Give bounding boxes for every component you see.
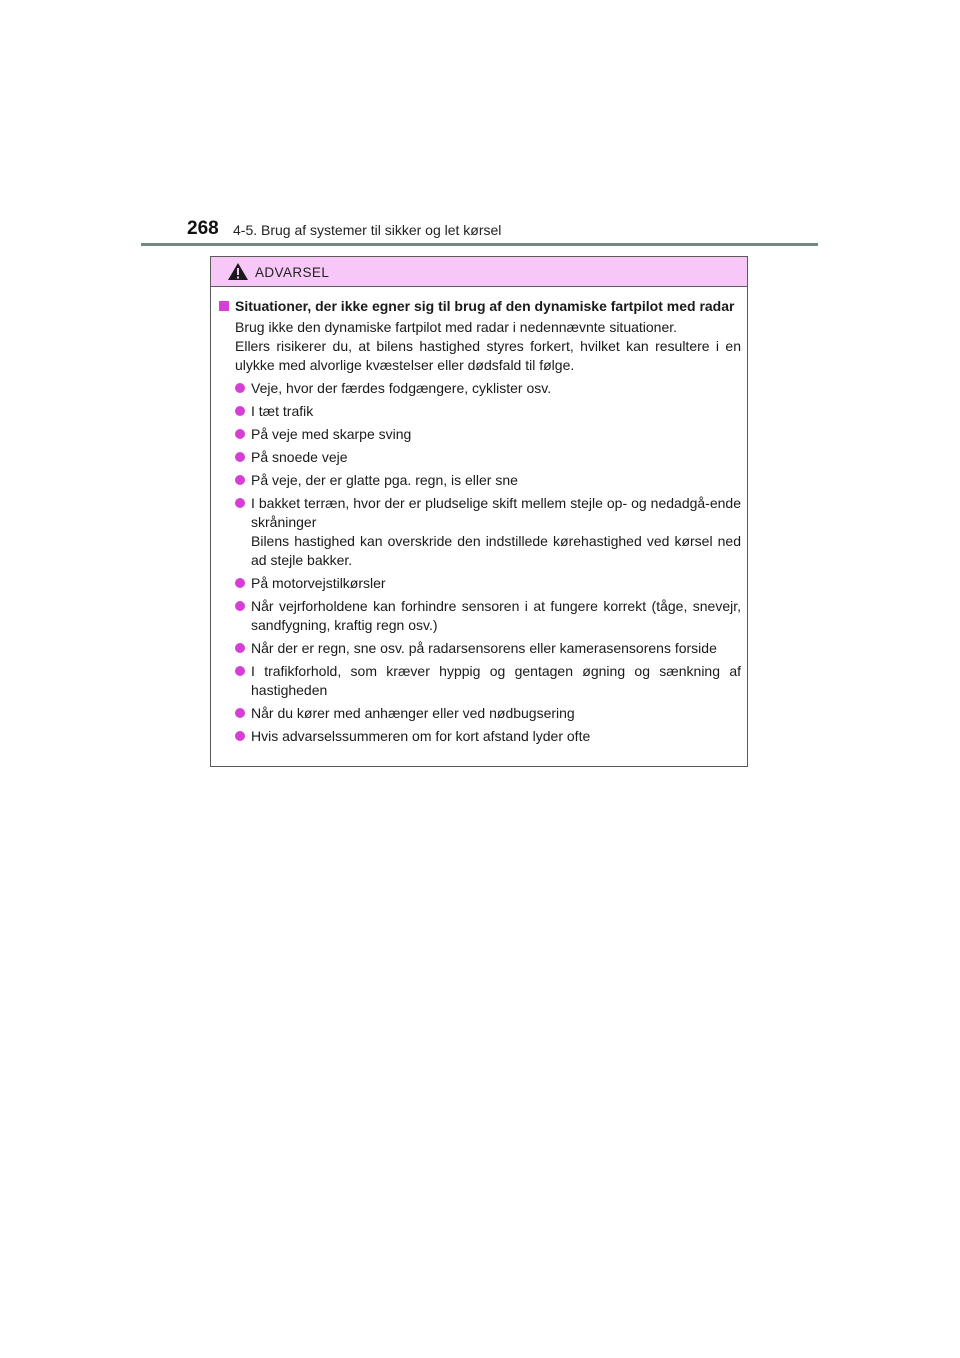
- intro-line-2: Ellers risikerer du, at bilens hastighed styres forkert, hvilket kan resultere i en ulykke med alvorlige kvæstelser eller dødsfald til følge.: [235, 338, 741, 373]
- bullet-dot-icon: [235, 383, 245, 393]
- list-item: [218, 727, 741, 746]
- list-item-text: [251, 494, 741, 570]
- list-item-text: [251, 639, 741, 658]
- list-item-text: [251, 574, 741, 593]
- intro-line-1: Brug ikke den dynamiske fartpilot med radar i nedennævnte situationer.: [235, 319, 678, 335]
- list-item: [218, 704, 741, 723]
- list-item-text: [251, 379, 741, 398]
- list-item-main: Hvis advarselssummeren om for kort afstand lyder ofte: [251, 728, 591, 744]
- bullet-dot-icon: [235, 475, 245, 485]
- bullet-dot-icon: [235, 429, 245, 439]
- warning-intro: [218, 318, 741, 375]
- list-item: [218, 494, 741, 570]
- bullet-dot-icon: [235, 643, 245, 653]
- bullet-dot-icon: [235, 406, 245, 416]
- warning-heading: [218, 297, 741, 316]
- list-item-main: Når der er regn, sne osv. på radarsensorens eller kamerasensorens forside: [251, 640, 717, 656]
- bullet-dot-icon: [235, 666, 245, 676]
- situation-list: [218, 379, 741, 746]
- list-item: [218, 402, 741, 421]
- bullet-dot-icon: [235, 601, 245, 611]
- list-item-main: I trafikforhold, som kræver hyppig og gentagen øgning og sænkning af hastigheden: [251, 663, 741, 698]
- list-item: [218, 471, 741, 490]
- list-item-main: I bakket terræn, hvor der er pludselige skift mellem stejle op- og nedadgå-ende skråninger: [251, 495, 741, 530]
- list-item-text: [251, 402, 741, 421]
- list-item-main: Veje, hvor der færdes fodgængere, cyklister osv.: [251, 380, 552, 396]
- list-item: [218, 662, 741, 700]
- list-item: [218, 379, 741, 398]
- warning-box: [210, 256, 748, 767]
- list-item: [218, 574, 741, 593]
- list-item-main: I tæt trafik: [251, 403, 314, 419]
- warning-label: ADVARSEL: [255, 265, 330, 280]
- warning-heading-text: Situationer, der ikke egner sig til brug af den dynamiske fartpilot med radar: [235, 298, 735, 314]
- warning-triangle-icon: [227, 262, 249, 281]
- bullet-dot-icon: [235, 452, 245, 462]
- warning-body: [211, 287, 747, 746]
- list-item-text: [251, 727, 741, 746]
- list-item-main: Når du kører med anhænger eller ved nødbugsering: [251, 705, 575, 721]
- page-number: 268: [187, 218, 219, 239]
- list-item-text: [251, 425, 741, 444]
- list-item: [218, 448, 741, 467]
- list-item-note: Bilens hastighed kan overskride den indstillede kørehastighed ved kørsel ned ad stejle bakker.: [251, 533, 741, 568]
- list-item: [218, 425, 741, 444]
- warning-header: [211, 257, 747, 287]
- list-item-main: På veje med skarpe sving: [251, 426, 412, 442]
- list-item: [218, 639, 741, 658]
- list-item-text: [251, 597, 741, 635]
- list-item-text: [251, 471, 741, 490]
- header-divider: [141, 243, 818, 246]
- list-item-main: På snoede veje: [251, 449, 348, 465]
- chapter-title: 4-5. Brug af systemer til sikker og let kørsel: [233, 222, 502, 238]
- list-item-main: På veje, der er glatte pga. regn, is eller sne: [251, 472, 518, 488]
- bullet-dot-icon: [235, 498, 245, 508]
- bullet-dot-icon: [235, 708, 245, 718]
- list-item-main: Når vejrforholdene kan forhindre sensoren i at fungere korrekt (tåge, snevejr, sandfygning, kraftig regn osv.): [251, 598, 741, 633]
- list-item-text: [251, 704, 741, 723]
- list-item: [218, 597, 741, 635]
- square-bullet-icon: [219, 301, 229, 311]
- list-item-text: [251, 448, 741, 467]
- list-item-main: På motorvejstilkørsler: [251, 575, 386, 591]
- bullet-dot-icon: [235, 578, 245, 588]
- bullet-dot-icon: [235, 731, 245, 741]
- list-item-text: [251, 662, 741, 700]
